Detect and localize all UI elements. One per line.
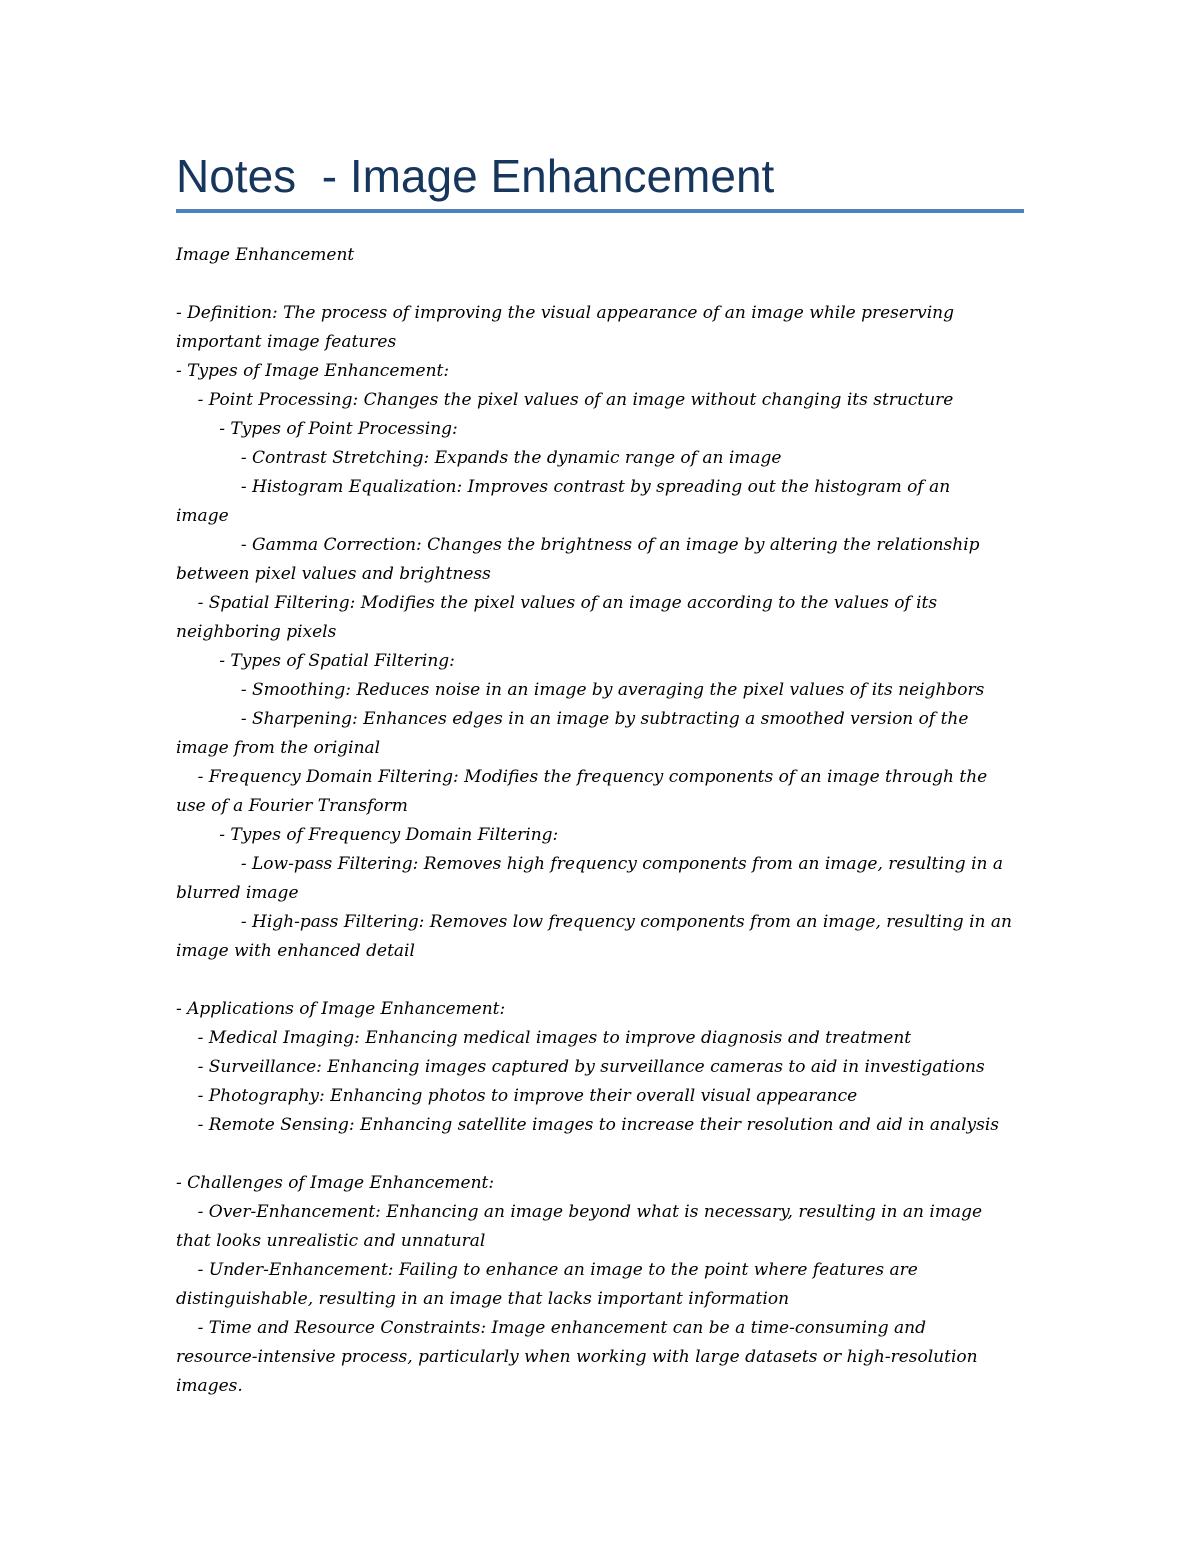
text-line: neighboring pixels	[176, 622, 337, 642]
text-line: - Under-Enhancement: Failing to enhance an image to the point where features are	[176, 1260, 918, 1280]
text-line: - Sharpening: Enhances edges in an image by subtracting a smoothed version of the	[176, 709, 969, 729]
text-line: - Spatial Filtering: Modifies the pixel values of an image according to the values of its	[176, 593, 938, 613]
text-line: - Frequency Domain Filtering: Modifies the frequency components of an image through the	[176, 767, 988, 787]
text-line: - Time and Resource Constraints: Image enhancement can be a time-consuming and	[176, 1318, 926, 1338]
blank-line	[176, 1140, 1036, 1169]
text-line: - Surveillance: Enhancing images captured by surveillance cameras to aid in investigations	[176, 1057, 985, 1077]
text-line: important image features	[176, 332, 397, 352]
text-line: images.	[176, 1376, 243, 1396]
text-line: image from the original	[176, 738, 381, 758]
text-line: - Low-pass Filtering: Removes high frequency components from an image, resulting in a	[176, 854, 1003, 874]
blank-line	[176, 270, 1036, 299]
blank-line	[176, 966, 1036, 995]
text-line: Image Enhancement	[176, 245, 355, 265]
text-line: - High-pass Filtering: Removes low frequency components from an image, resulting in an	[176, 912, 1012, 932]
text-line: - Gamma Correction: Changes the brightness of an image by altering the relationship	[176, 535, 980, 555]
text-line: distinguishable, resulting in an image that lacks important information	[176, 1289, 790, 1309]
text-line: - Definition: The process of improving the visual appearance of an image while preserving	[176, 303, 954, 323]
text-line: resource-intensive process, particularly when working with large datasets or high-resolution	[176, 1347, 978, 1367]
text-line: - Types of Point Processing:	[176, 419, 458, 439]
text-line: between pixel values and brightness	[176, 564, 491, 584]
text-line: - Types of Spatial Filtering:	[176, 651, 455, 671]
text-line: - Remote Sensing: Enhancing satellite images to increase their resolution and aid in analysis	[176, 1115, 1000, 1135]
text-line: use of a Fourier Transform	[176, 796, 408, 816]
text-line: - Histogram Equalization: Improves contrast by spreading out the histogram of an	[176, 477, 951, 497]
text-line: - Medical Imaging: Enhancing medical images to improve diagnosis and treatment	[176, 1028, 912, 1048]
text-line: image	[176, 506, 229, 526]
text-line: image with enhanced detail	[176, 941, 415, 961]
notes-body	[176, 241, 1036, 1401]
text-line: blurred image	[176, 883, 299, 903]
page-title: Notes - Image Enhancement	[176, 150, 775, 202]
text-line: - Applications of Image Enhancement:	[176, 999, 506, 1019]
text-line: - Contrast Stretching: Expands the dynamic range of an image	[176, 448, 782, 468]
text-line: that looks unrealistic and unnatural	[176, 1231, 486, 1251]
text-line: - Types of Frequency Domain Filtering:	[176, 825, 559, 845]
title-underline	[176, 209, 1024, 213]
text-line: - Point Processing: Changes the pixel values of an image without changing its structure	[176, 390, 954, 410]
text-line: - Photography: Enhancing photos to improve their overall visual appearance	[176, 1086, 858, 1106]
text-line: - Over-Enhancement: Enhancing an image beyond what is necessary, resulting in an image	[176, 1202, 983, 1222]
text-line: - Smoothing: Reduces noise in an image by averaging the pixel values of its neighbors	[176, 680, 985, 700]
text-line: - Challenges of Image Enhancement:	[176, 1173, 495, 1193]
text-line: - Types of Image Enhancement:	[176, 361, 450, 381]
